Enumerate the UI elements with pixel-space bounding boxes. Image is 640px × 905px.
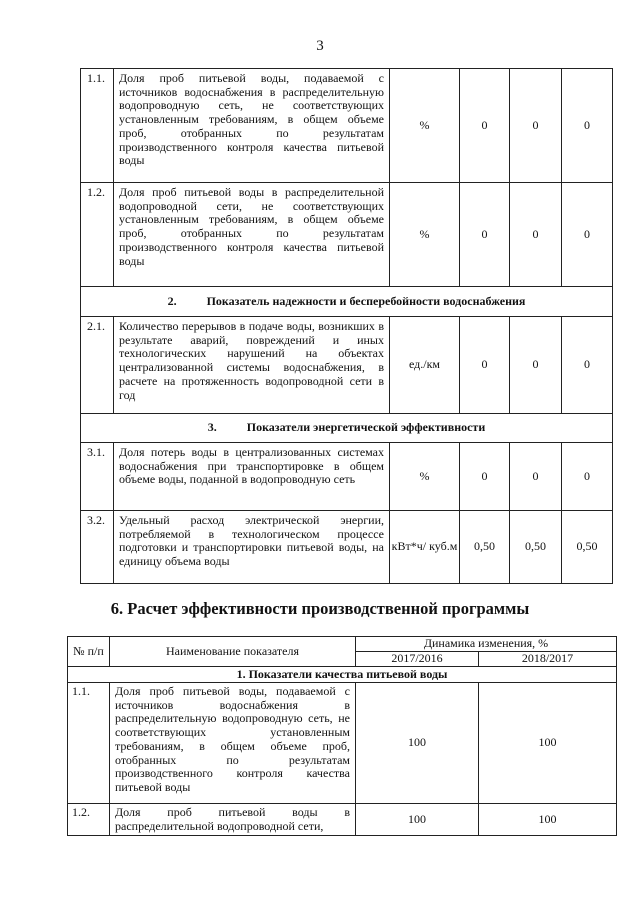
section-row	[81, 287, 613, 317]
value-cell: 100	[356, 804, 479, 836]
value-cell: 0	[460, 317, 510, 414]
table-row	[81, 183, 613, 287]
header-name: Наименование показателя	[110, 637, 356, 667]
table-row	[81, 511, 613, 584]
indicator-name: Доля проб питьевой воды в распределительной водопроводной сети,	[110, 804, 356, 836]
row-number: 1.2.	[81, 183, 114, 287]
indicator-name: Удельный расход электрической энергии, потребляемой в технологическом процессе подготовки и транспортировки питьевой воды, на единицу объема воды	[114, 511, 390, 584]
row-number: 1.1.	[81, 69, 114, 183]
section-number: 3.	[207, 420, 217, 435]
row-number: 1.1.	[68, 683, 110, 804]
header-col-2: 2018/2017	[479, 652, 617, 667]
table-row	[81, 69, 613, 183]
header-dynamics: Динамика изменения, %	[356, 637, 617, 652]
unit-cell: кВт*ч/ куб.м	[390, 511, 460, 584]
header-num: № п/п	[68, 637, 110, 667]
value-cell: 100	[356, 683, 479, 804]
section-title: Показатели энергетической эффективности	[246, 420, 486, 435]
value-cell: 0,50	[460, 511, 510, 584]
table-row	[81, 443, 613, 511]
value-cell: 0	[510, 443, 562, 511]
value-cell: 0	[460, 443, 510, 511]
header-col-1: 2017/2016	[356, 652, 479, 667]
unit-cell: %	[390, 443, 460, 511]
section-row	[68, 667, 617, 683]
value-cell: 0	[460, 69, 510, 183]
value-cell: 0,50	[510, 511, 562, 584]
value-cell: 0	[460, 183, 510, 287]
indicator-name: Доля проб питьевой воды, подаваемой с источников водоснабжения в распределительную водопроводную сеть, не соответствующих установленным требованиям, в общем объеме проб, отобранных по результатам производственного контроля качества питьевой воды	[114, 69, 390, 183]
row-number: 2.1.	[81, 317, 114, 414]
indicator-name: Доля проб питьевой воды в распределительной водопроводной сети, не соответствующих установленным требованиям, в общем объеме проб, отобранных по результатам производственного контроля качества питьевой воды	[114, 183, 390, 287]
value-cell: 100	[479, 804, 617, 836]
indicators-table	[80, 68, 613, 584]
section-title: 1. Показатели качества питьевой воды	[68, 667, 617, 683]
unit-cell: ед./км	[390, 317, 460, 414]
value-cell: 0	[562, 183, 613, 287]
row-number: 3.2.	[81, 511, 114, 584]
unit-cell: %	[390, 69, 460, 183]
value-cell: 0	[510, 317, 562, 414]
page-number: 3	[316, 38, 324, 54]
section-heading: 6. Расчет эффективности производственной программы	[110, 599, 530, 618]
value-cell: 100	[479, 683, 617, 804]
unit-cell: %	[390, 183, 460, 287]
value-cell: 0,50	[562, 511, 613, 584]
indicator-name: Доля проб питьевой воды, подаваемой с источников водоснабжения в распределительную водопроводную сеть, не соответствующих установленным требованиям, в общем объеме проб, отобранных по результатам производственного контроля качества питьевой воды	[110, 683, 356, 804]
value-cell: 0	[510, 183, 562, 287]
table-row	[81, 317, 613, 414]
value-cell: 0	[562, 443, 613, 511]
value-cell: 0	[562, 317, 613, 414]
table-row	[68, 804, 617, 836]
section-number: 2.	[167, 293, 177, 308]
row-number: 3.1.	[81, 443, 114, 511]
section-row	[81, 414, 613, 443]
indicator-name: Количество перерывов в подаче воды, возникших в результате аварий, повреждений и иных технологических нарушений на объектах централизованной системы водоснабжения, в расчете на протяженность водопроводной сети в год	[114, 317, 390, 414]
table-row	[68, 683, 617, 804]
value-cell: 0	[510, 69, 562, 183]
header-row	[68, 637, 617, 652]
value-cell: 0	[562, 69, 613, 183]
indicator-name: Доля потерь воды в централизованных системах водоснабжения при транспортировке в общем объеме воды, поданной в водопроводную сеть	[114, 443, 390, 511]
section-title: Показатель надежности и бесперебойности водоснабжения	[206, 293, 526, 308]
row-number: 1.2.	[68, 804, 110, 836]
efficiency-table	[67, 636, 617, 836]
